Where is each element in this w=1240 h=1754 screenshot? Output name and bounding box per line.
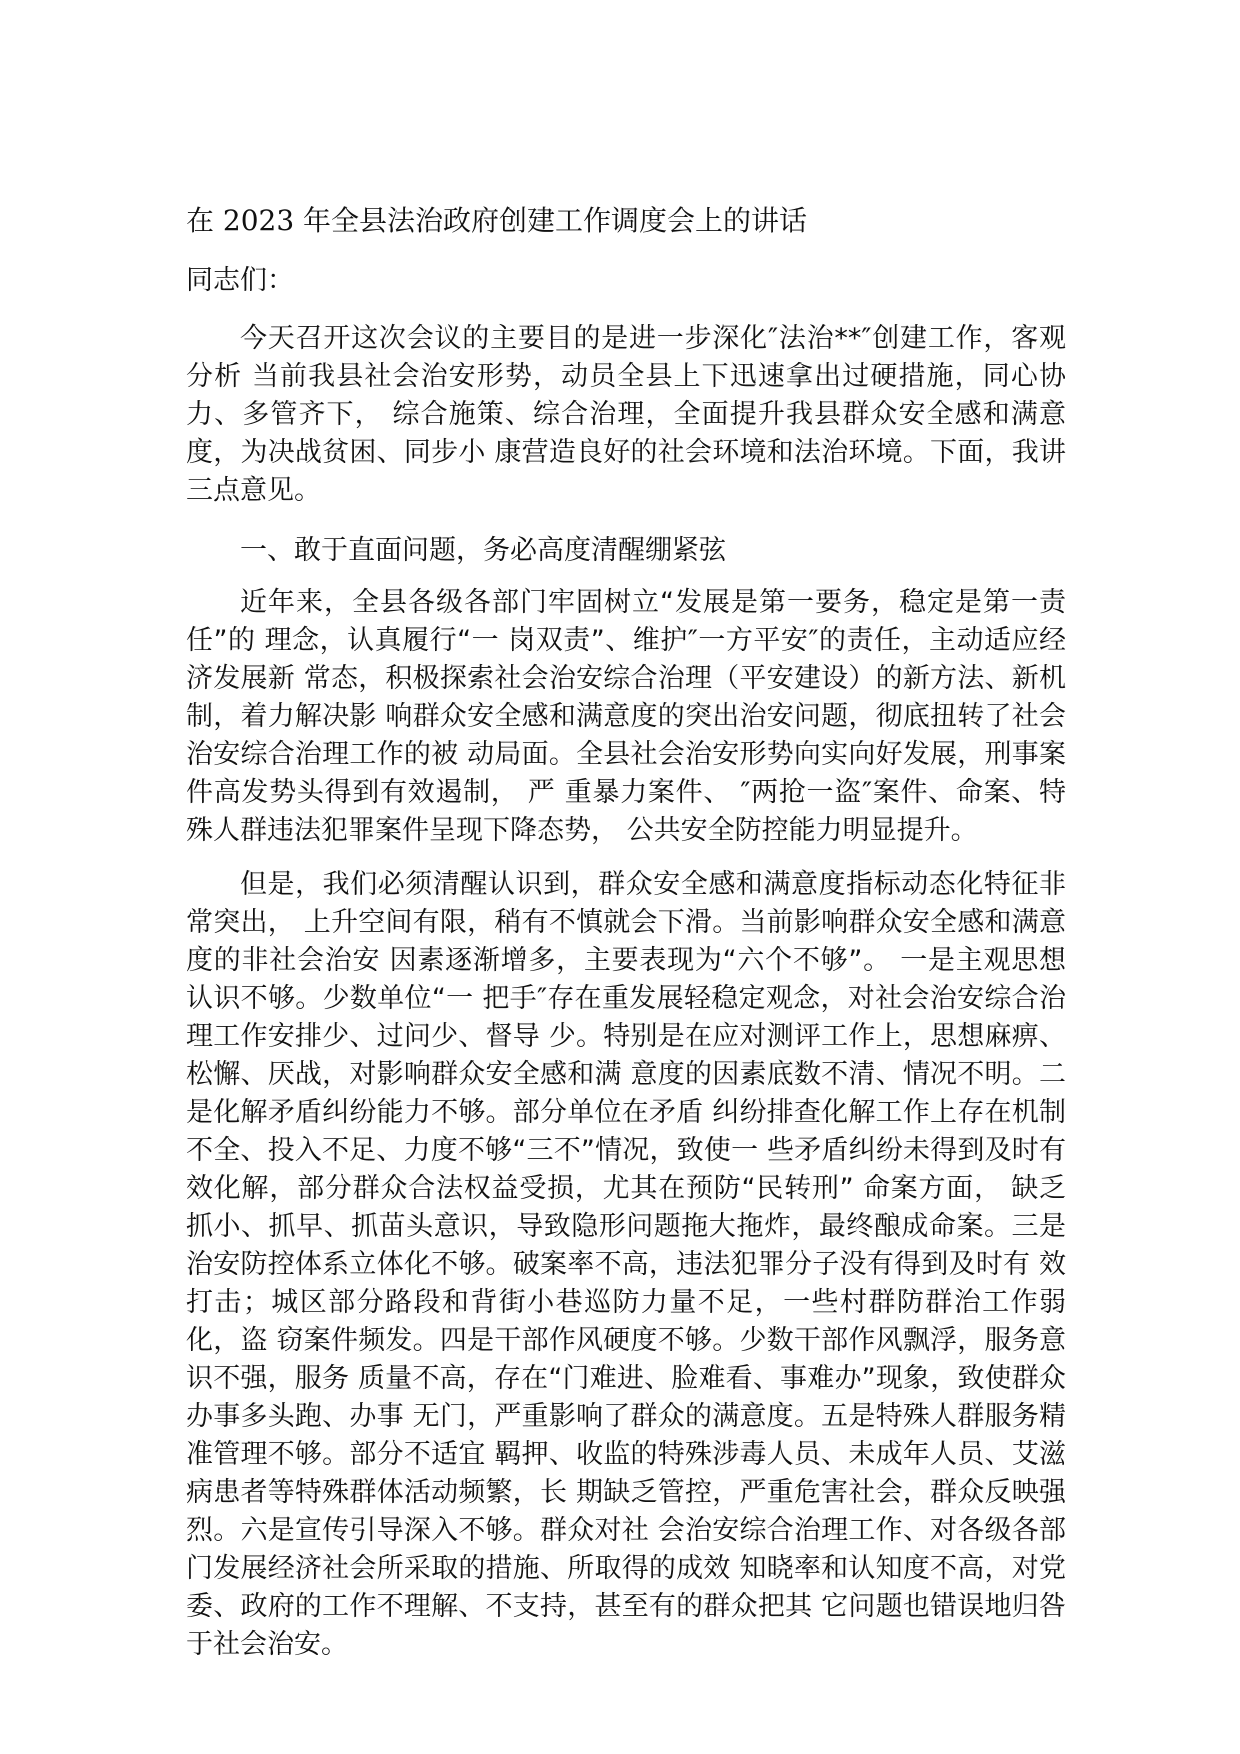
paragraph-problems: 但是，我们必须清醒认识到，群众安全感和满意度指标动态化特征非常突出， 上升空间有限，稍有不慎就会下滑。当前影响群众安全感和满意度的非社会治安 因素逐渐增多，主要表现为“六个不够”。 一是主观思想认识不够。少数单位“一 把手″存在重发展轻稳定观念，对社会治安综合治理工作安排少、过问少、督导 少。特别是在应对测评工作上，思想麻痹、松懈、厌战，对影响群众安全感和满 意度的因素底数不清、情况不明。二是化解矛盾纠纷能力不够。部分单位在矛盾 纠纷排查化解工作上存在机制不全、投入不足、力度不够“三不”情况，致使一 些矛盾纠纷未得到及时有效化解，部分群众合法权益受损，尤其在预防“民转刑” 命案方面， 缺乏抓小、抓早、抓苗头意识，导致隐形问题拖大拖炸，最终酿成命案。三是治安防控体系立体化不够。破案率不高，违法犯罪分子没有得到及时有 效打击；城区部分路段和背街小巷巡防力量不足，一些村群防群治工作弱化，盗 窃案件频发。四是干部作风硬度不够。少数干部作风飘浮，服务意识不强，服务 质量不高，存在“门难进、脸难看、事难办”现象，致使群众办事多头跑、办事 无门，严重影响了群众的满意度。五是特殊人群服务精准管理不够。部分不适宜 羁押、收监的特殊涉毒人员、未成年人员、艾滋病患者等特殊群体活动频繁，长 期缺乏管控，严重危害社会，群众反映强烈。六是宣传引导深入不够。群众对社 会治安综合治理工作、对各级各部门发展经济社会所采取的措施、所取得的成效 知晓率和认知度不高，对党委、政府的工作不理解、不支持，甚至有的群众把其 它问题也错误地归咎于社会治安。 [186, 869, 1066, 1660]
document-title: 在 2023 年全县法治政府创建工作调度会上的讲话 [186, 204, 808, 237]
salutation: 同志们： [186, 265, 294, 296]
section-heading-1: 一、敢于直面问题，务必高度清醒绷紧弦 [240, 535, 726, 566]
document-body [186, 196, 1066, 1680]
paragraph-achievements: 近年来，全县各级各部门牢固树立“发展是第一要务，稳定是第一责任”的 理念，认真履行“一 岗双责”、维护″一方平安″的责任，主动适应经济发展新 常态，积极探索社会治安综合治理（平安建设）的新方法、新机制，着力解决影 响群众安全感和满意度的突出治安问题，彻底扭转了社会治安综合治理工作的被 动局面。全县社会治安形势向实向好发展，刑事案件高发势头得到有效遏制， 严 重暴力案件、 ″两抢一盗″案件、命案、特殊人群违法犯罪案件呈现下降态势， 公共安全防控能力明显提升。 [186, 587, 1066, 846]
paragraph-intro: 今天召开这次会议的主要目的是进一步深化″法治**″创建工作，客观分析 当前我县社会治安形势，动员全县上下迅速拿出过硬措施，同心协力、多管齐下， 综合施策、综合治理，全面提升我县群众安全感和满意度，为决战贫困、同步小 康营造良好的社会环境和法治环境。下面，我讲三点意见。 [186, 323, 1066, 506]
